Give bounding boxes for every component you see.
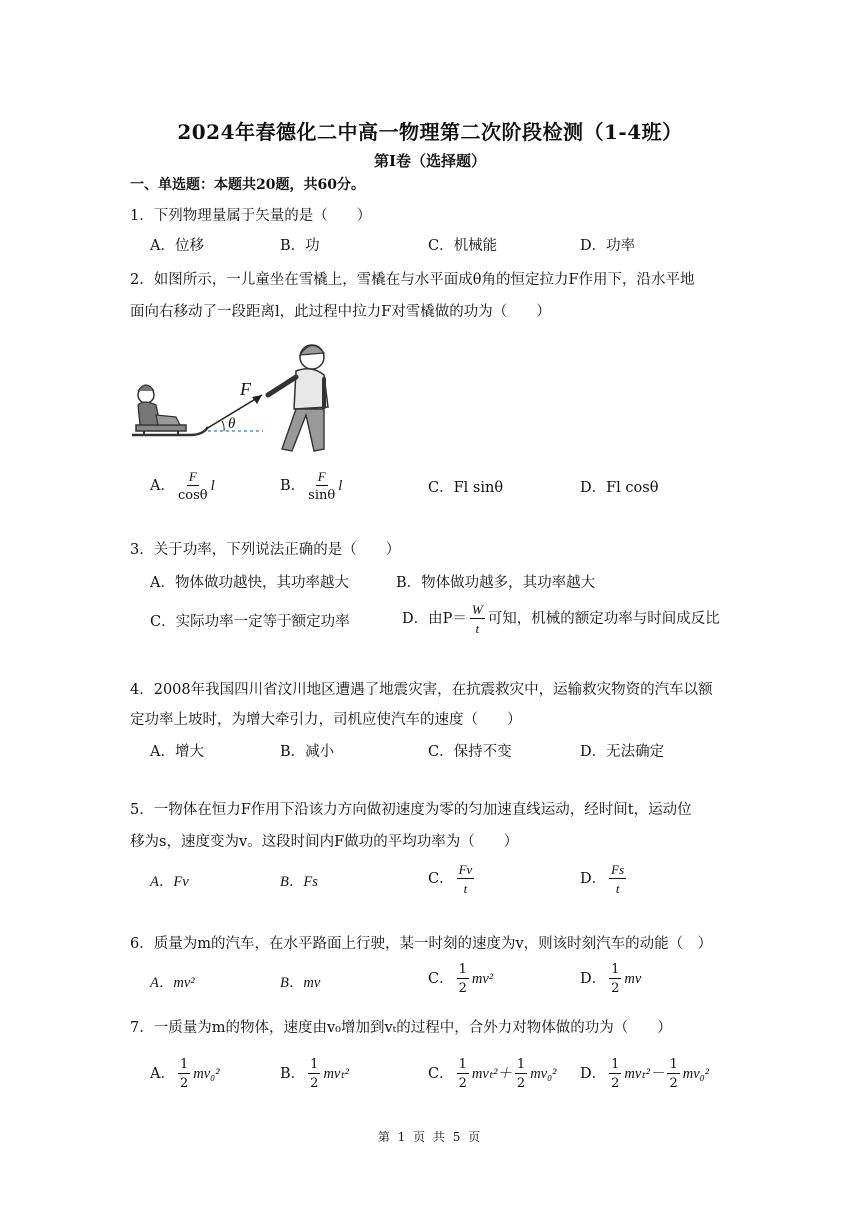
- question-number: 2．: [130, 272, 154, 288]
- question-7: [130, 1018, 672, 1038]
- question-text: 质量为m的汽车，在水平路面上行驶，某一时刻的速度为v，则该时刻汽车的动能（ ）: [153, 936, 713, 952]
- q7-option-b[interactable]: B． $\frac{1}{2}$ mvₜ²: [280, 1057, 349, 1091]
- question-text: 关于功率，下列说法正确的是（ ）: [153, 542, 401, 558]
- q3-option-d[interactable]: D．由P＝ $\frac{W}{t}$ 可知，机械的额定功率与时间成反比: [402, 602, 720, 636]
- question-3: [130, 540, 400, 560]
- q7-option-a[interactable]: A． $\frac{1}{2}$ mv₀²: [150, 1057, 220, 1091]
- question-5: [130, 800, 692, 820]
- question-text: 一物体在恒力F作用下沿该力方向做初速度为零的匀加速直线运动，经时间t，运动位: [153, 802, 692, 818]
- q2-option-b[interactable]: B． $\frac{F}{\sin\theta}$ l: [280, 469, 343, 503]
- question-6: [130, 934, 712, 954]
- q1-option-d[interactable]: D．功率: [580, 238, 636, 254]
- volume-subtitle: 第Ⅰ卷（选择题）: [373, 152, 487, 170]
- question-2: [130, 270, 695, 290]
- q5-option-d[interactable]: D． $\frac{Fs}{t}$: [580, 862, 625, 896]
- question-number: 1．: [130, 208, 154, 224]
- question-4-line-2: 定功率上坡时，为增大牵引力，司机应使汽车的速度（ ）: [130, 712, 522, 728]
- question-number: 6．: [130, 936, 154, 952]
- q1-option-c[interactable]: C．机械能: [428, 238, 498, 254]
- q3-option-a[interactable]: A．物体做功越快，其功率越大: [150, 575, 349, 591]
- adult-legs: [282, 409, 324, 451]
- question-text: 如图所示，一儿童坐在雪橇上，雪橇在与水平面成θ角的恒定拉力F作用下，沿水平地: [153, 272, 695, 288]
- question-5-line-2: 移为s，速度变为v。这段时间内F做功的平均功率为（ ）: [130, 834, 519, 850]
- question-4: [130, 680, 713, 700]
- q7-option-d[interactable]: D． $\frac{1}{2}$ mvₜ²－ $\frac{1}{2}$ mv₀²: [580, 1057, 710, 1091]
- q6-option-b[interactable]: B．mv: [280, 975, 321, 991]
- q4-option-a[interactable]: A．增大: [150, 744, 204, 760]
- q3-option-b[interactable]: B．物体做功越多，其功率越大: [396, 575, 596, 591]
- q6-option-c[interactable]: C． $\frac{1}{2}$ mv²: [428, 962, 494, 996]
- section-heading: 一、单选题：本题共20题，共60分。: [130, 177, 365, 193]
- q5-option-c[interactable]: C． $\frac{Fv}{t}$: [428, 862, 473, 896]
- q1-option-b[interactable]: B．功: [280, 238, 320, 254]
- sled-seat: [136, 425, 186, 431]
- q4-option-d[interactable]: D．无法确定: [580, 744, 665, 760]
- q2-option-c[interactable]: C．Fl sinθ: [428, 480, 504, 496]
- q3-option-c[interactable]: C．实际功率一定等于额定功率: [150, 614, 350, 630]
- page-footer: 第 1 页 共 5 页: [377, 1130, 483, 1144]
- q6-option-a[interactable]: A．mv²: [150, 975, 195, 991]
- question-1: [130, 206, 371, 226]
- question-text: 2008年我国四川省汶川地区遭遇了地震灾害，在抗震救灾中，运输救灾物资的汽车以额: [153, 682, 713, 698]
- force-label: F: [240, 379, 251, 399]
- q6-option-d[interactable]: D． $\frac{1}{2}$ mv: [580, 962, 642, 996]
- q4-option-b[interactable]: B．减小: [280, 744, 335, 760]
- q2-option-a[interactable]: A． $\frac{F}{\cos\theta}$ l: [150, 469, 215, 503]
- q4-option-c[interactable]: C．保持不变: [428, 744, 512, 760]
- question-number: 5．: [130, 802, 154, 818]
- q7-option-c[interactable]: C． $\frac{1}{2}$ mvₜ²＋ $\frac{1}{2}$ mv₀²: [428, 1057, 557, 1091]
- angle-label: θ: [228, 416, 236, 432]
- question-text: 下列物理量属于矢量的是（ ）: [153, 208, 372, 224]
- question-number: 7．: [130, 1020, 154, 1036]
- question-number: 4．: [130, 682, 154, 698]
- question-number: 3．: [130, 542, 154, 558]
- question-text: 一质量为m的物体，速度由v₀增加到vₜ的过程中，合外力对物体做的功为（ ）: [153, 1020, 672, 1036]
- page-title: 2024年春德化二中高一物理第二次阶段检测（1-4班）: [177, 120, 683, 144]
- question-2-line-2: 面向右移动了一段距离l，此过程中拉力F对雪橇做的功为（ ）: [130, 304, 551, 320]
- q2-option-d[interactable]: D．Fl cosθ: [580, 480, 659, 496]
- q5-option-b[interactable]: B．Fs: [280, 874, 318, 890]
- q1-option-a[interactable]: A．位移: [150, 238, 204, 254]
- q5-option-a[interactable]: A．Fv: [150, 874, 189, 890]
- sled-figure: [128, 335, 348, 457]
